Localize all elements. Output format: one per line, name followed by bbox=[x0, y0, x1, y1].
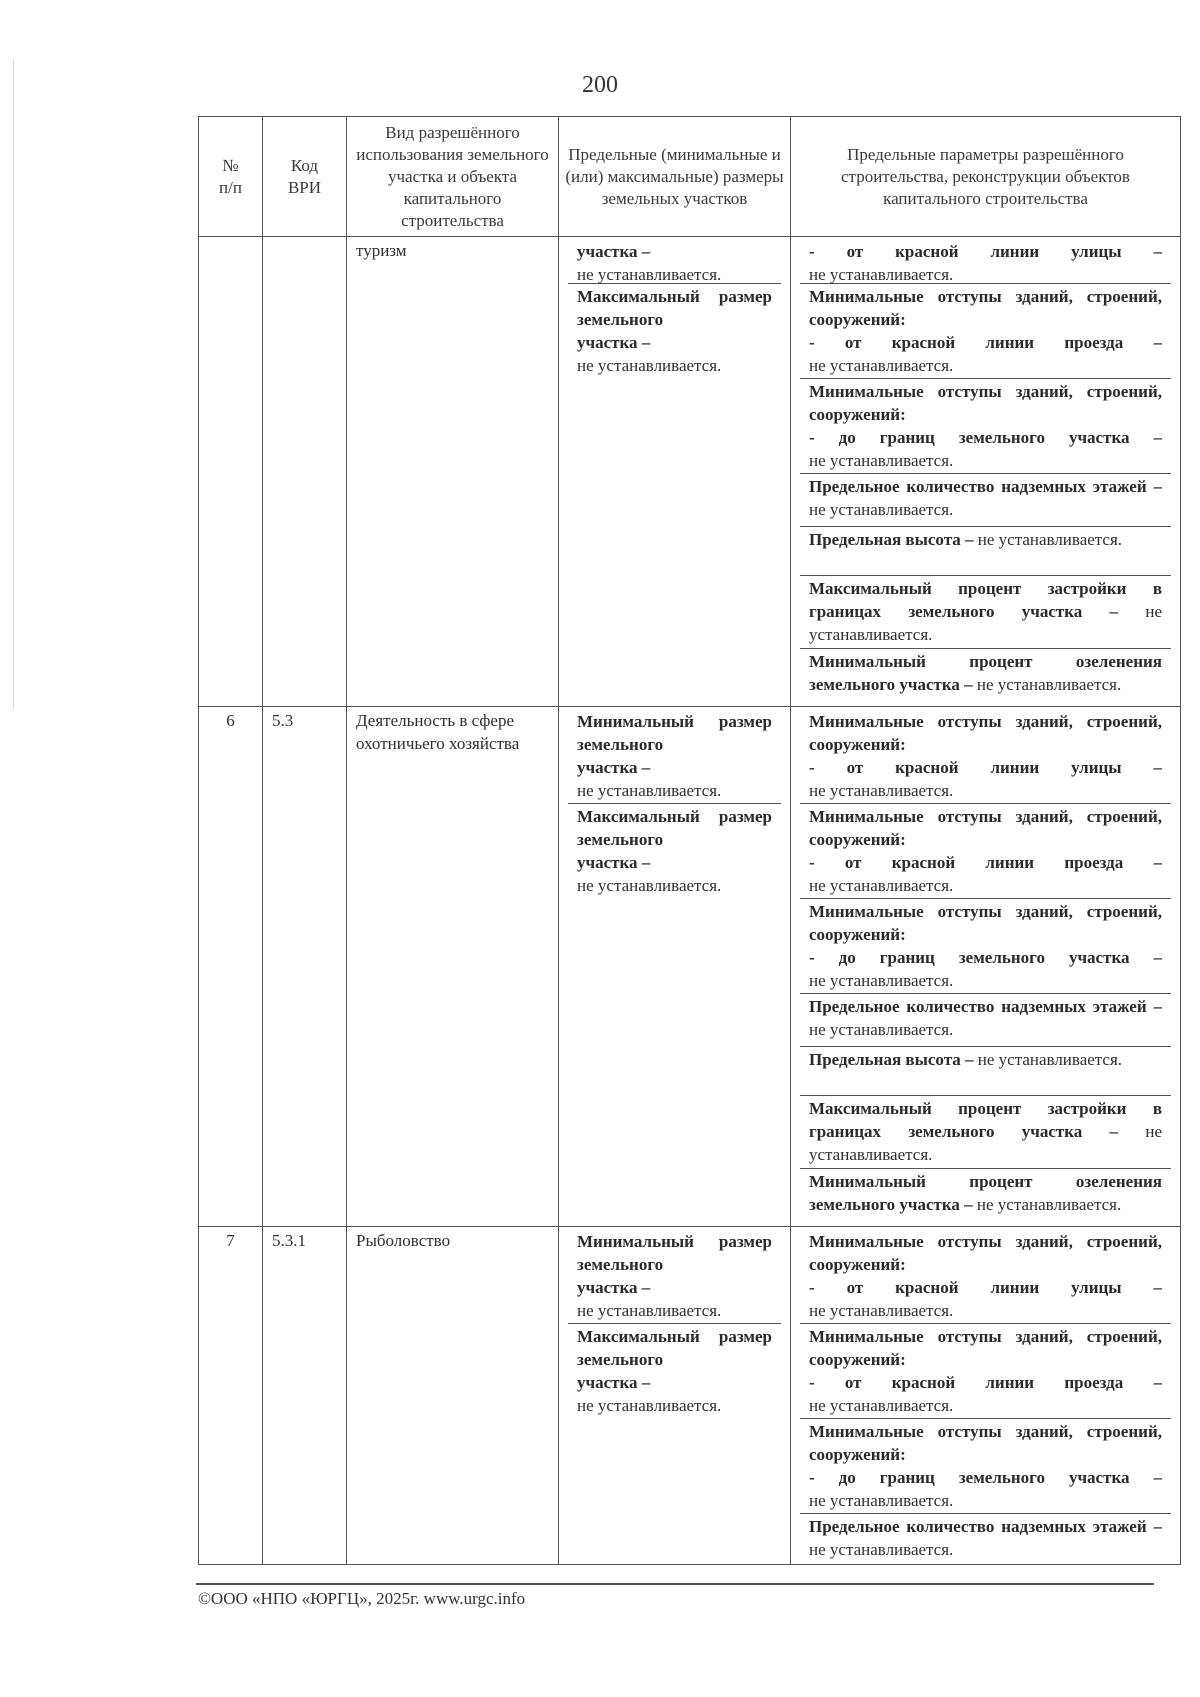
parameter-item bbox=[800, 1513, 1171, 1562]
parameter-line: - от красной линии улицы – bbox=[809, 242, 1162, 261]
parameter-title: Предельное количество надземных этажей – bbox=[809, 997, 1162, 1016]
size-item bbox=[568, 709, 781, 803]
parameter-item bbox=[800, 898, 1171, 993]
parameter-title: Минимальные отступы зданий, строений, сооружений: bbox=[809, 902, 1162, 944]
size-item bbox=[568, 1323, 781, 1418]
parameter-line: - от красной линии проезда – bbox=[809, 1373, 1162, 1392]
parameter-line: - от красной линии проезда – bbox=[809, 853, 1162, 872]
parameter-item bbox=[800, 1229, 1171, 1323]
row-use-cell: Деятельность в сфере охотничьего хозяйства bbox=[347, 707, 559, 1227]
parameter-item bbox=[800, 526, 1171, 575]
parameter-title: Предельная высота – bbox=[809, 530, 974, 549]
parameter-item bbox=[800, 648, 1171, 697]
parameter-line: - от красной линии улицы – bbox=[809, 1278, 1162, 1297]
parameter-line: - от красной линии проезда – bbox=[809, 333, 1162, 352]
row-number-cell bbox=[199, 237, 263, 707]
parameter-title: Минимальные отступы зданий, строений, сооружений: bbox=[809, 382, 1162, 424]
header-num-line: № bbox=[222, 155, 239, 175]
table-row bbox=[199, 1227, 1181, 1565]
parameter-line: не устанавливается. bbox=[809, 265, 954, 284]
parameter-line: не устанавливается. bbox=[977, 1050, 1123, 1069]
row-number-cell: 6 bbox=[199, 707, 263, 1227]
row-params-cell bbox=[791, 237, 1181, 707]
size-line: участка – bbox=[577, 1373, 651, 1392]
parameter-line: не устанавливается. bbox=[809, 1122, 1163, 1164]
parameter-item bbox=[800, 1046, 1171, 1095]
parameter-line: - до границ земельного участка – bbox=[809, 1468, 1162, 1487]
parameter-line: не устанавливается. bbox=[809, 1491, 954, 1510]
parameter-line: не устанавливается. bbox=[809, 1020, 954, 1039]
header-code bbox=[263, 117, 347, 237]
size-line: не устанавливается. bbox=[577, 876, 722, 895]
parameter-line: не устанавливается. bbox=[809, 1540, 954, 1559]
size-title: Минимальный размер земельного bbox=[577, 1232, 772, 1274]
parameter-item bbox=[800, 1168, 1171, 1217]
table-body bbox=[199, 237, 1181, 1565]
size-line: участка – bbox=[577, 853, 651, 872]
table-row bbox=[199, 707, 1181, 1227]
table-header-row bbox=[199, 117, 1181, 237]
size-title: Минимальный размер земельного bbox=[577, 712, 772, 754]
parameter-item bbox=[800, 575, 1171, 648]
parameter-item bbox=[800, 378, 1171, 473]
page-number: 200 bbox=[582, 72, 618, 98]
parameter-item bbox=[800, 803, 1171, 898]
parameter-line: - от красной линии улицы – bbox=[809, 758, 1162, 777]
parameter-title: Минимальные отступы зданий, строений, сооружений: bbox=[809, 287, 1162, 329]
parameter-line: не устанавливается. bbox=[809, 781, 954, 800]
size-line: не устанавливается. bbox=[577, 265, 722, 284]
parameter-line: не устанавливается. bbox=[976, 1195, 1122, 1214]
size-line: участка – bbox=[577, 758, 651, 777]
header-params: Предельные параметры разрешённого строительства, реконструкции объектов капитального строительства bbox=[791, 117, 1181, 237]
parameter-line: не устанавливается. bbox=[809, 876, 954, 895]
row-use-cell: Рыболовство bbox=[347, 1227, 559, 1565]
parameter-item bbox=[800, 1095, 1171, 1168]
size-item bbox=[568, 239, 781, 283]
row-code-cell: 5.3 bbox=[263, 707, 347, 1227]
size-line: не устанавливается. bbox=[577, 1301, 722, 1320]
parameter-title: Минимальный процент озеленения земельного участка – bbox=[809, 652, 1162, 694]
row-number-cell: 7 bbox=[199, 1227, 263, 1565]
size-title: Максимальный размер земельного bbox=[577, 1327, 772, 1369]
parameter-title: Предельное количество надземных этажей – bbox=[809, 1517, 1162, 1536]
size-line: не устанавливается. bbox=[577, 1396, 722, 1415]
parameter-item bbox=[800, 1323, 1171, 1418]
size-title: Максимальный размер земельного bbox=[577, 807, 772, 849]
footer-divider bbox=[196, 1583, 1154, 1585]
parameter-item bbox=[800, 473, 1171, 526]
parameter-line: не устанавливается. bbox=[809, 1301, 954, 1320]
size-title: Максимальный размер земельного bbox=[577, 287, 772, 329]
footer-copyright: ©ООО «НПО «ЮРГЦ», 2025г. www.urgc.info bbox=[198, 1589, 526, 1608]
size-item bbox=[568, 283, 781, 378]
parameter-item bbox=[800, 993, 1171, 1046]
size-line: не устанавливается. bbox=[577, 781, 722, 800]
regulations-table bbox=[198, 116, 1181, 1565]
header-num bbox=[199, 117, 263, 237]
parameter-title: Максимальный процент застройки в границах земельного участка – bbox=[809, 579, 1162, 621]
row-use-cell: туризм bbox=[347, 237, 559, 707]
parameter-title: Минимальные отступы зданий, строений, сооружений: bbox=[809, 1232, 1162, 1274]
parameter-item bbox=[800, 283, 1171, 378]
parameter-title: Минимальные отступы зданий, строений, сооружений: bbox=[809, 712, 1162, 754]
header-use: Вид разрешённого использования земельного участка и объекта капитального строительства bbox=[347, 117, 559, 237]
parameter-line: не устанавливается. bbox=[809, 1396, 954, 1415]
parameter-title: Предельное количество надземных этажей – bbox=[809, 477, 1162, 496]
header-code-line: Код bbox=[290, 155, 319, 175]
row-size-cell bbox=[559, 237, 791, 707]
row-code-cell: 5.3.1 bbox=[263, 1227, 347, 1565]
row-params-cell bbox=[791, 1227, 1181, 1565]
parameter-title: Максимальный процент застройки в границах земельного участка – bbox=[809, 1099, 1162, 1141]
parameter-line: не устанавливается. bbox=[977, 530, 1123, 549]
scan-edge-mark bbox=[13, 60, 14, 710]
size-item bbox=[568, 803, 781, 898]
parameter-line: не устанавливается. bbox=[809, 971, 954, 990]
parameter-title: Минимальные отступы зданий, строений, сооружений: bbox=[809, 1422, 1162, 1464]
parameter-title: Предельная высота – bbox=[809, 1050, 974, 1069]
parameter-line: не устанавливается. bbox=[809, 500, 954, 519]
row-code-cell bbox=[263, 237, 347, 707]
header-size: Предельные (минимальные и (или) максимальные) размеры земельных участков bbox=[559, 117, 791, 237]
row-size-cell bbox=[559, 1227, 791, 1565]
size-item bbox=[568, 1229, 781, 1323]
parameter-item bbox=[800, 1418, 1171, 1513]
size-line: участка – bbox=[577, 1278, 651, 1297]
size-line: участка – bbox=[577, 333, 651, 352]
parameter-title: Минимальный процент озеленения земельного участка – bbox=[809, 1172, 1162, 1214]
header-code-line: ВРИ bbox=[287, 177, 322, 197]
parameter-line: не устанавливается. bbox=[809, 356, 954, 375]
parameter-line: не устанавливается. bbox=[809, 602, 1163, 644]
parameter-line: не устанавливается. bbox=[809, 451, 954, 470]
parameter-item bbox=[800, 239, 1171, 283]
row-params-cell bbox=[791, 707, 1181, 1227]
parameter-line: не устанавливается. bbox=[976, 675, 1122, 694]
parameter-title: Минимальные отступы зданий, строений, сооружений: bbox=[809, 807, 1162, 849]
parameter-item bbox=[800, 709, 1171, 803]
parameter-line: - до границ земельного участка – bbox=[809, 948, 1162, 967]
size-line: участка – bbox=[577, 242, 651, 261]
size-line: не устанавливается. bbox=[577, 356, 722, 375]
parameter-line: - до границ земельного участка – bbox=[809, 428, 1162, 447]
header-num-line: п/п bbox=[219, 177, 242, 197]
row-size-cell bbox=[559, 707, 791, 1227]
table-row bbox=[199, 237, 1181, 707]
parameter-title: Минимальные отступы зданий, строений, сооружений: bbox=[809, 1327, 1162, 1369]
